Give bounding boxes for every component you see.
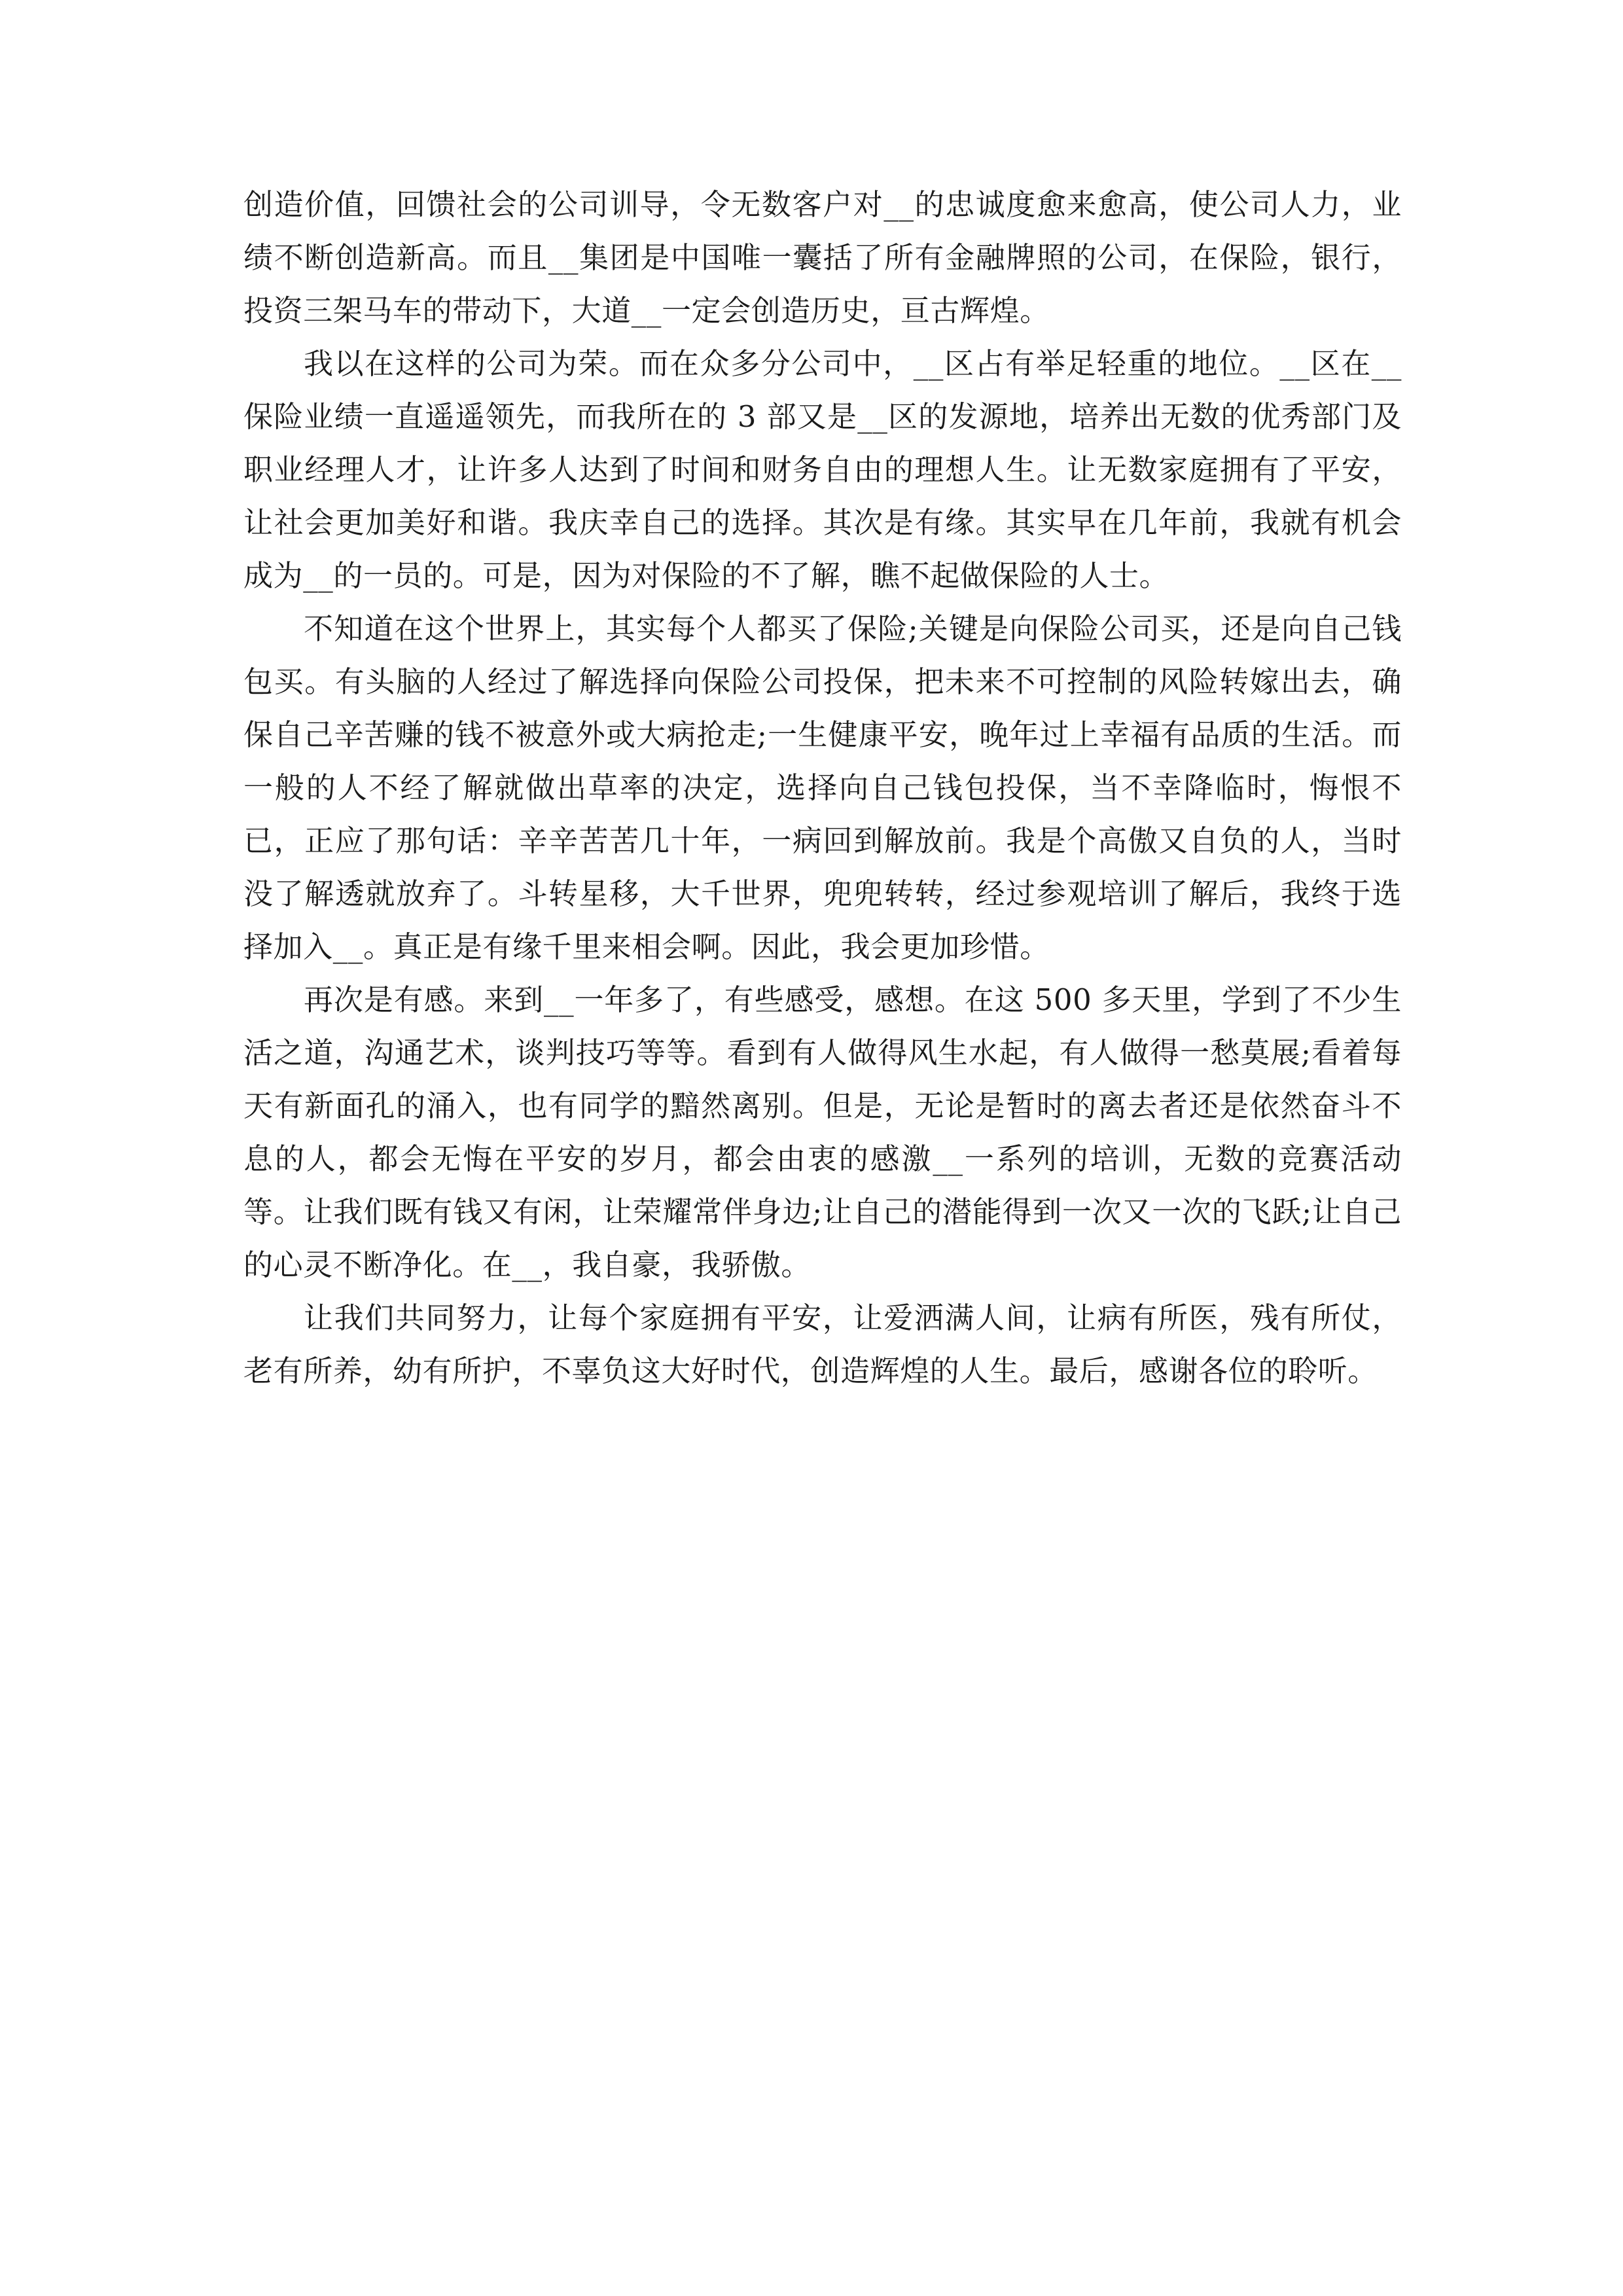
paragraph-1: 创造价值，回馈社会的公司训导，令无数客户对__的忠诚度愈来愈高，使公司人力，业绩不断创造新高。而且__集团是中国唯一囊括了所有金融牌照的公司，在保险，银行，投资三架马车的带动下，大道__一定会创造历史，亘古辉煌。: [243, 187, 1402, 328]
paragraph-4: 再次是有感。来到__一年多了，有些感受，感想。在这 500 多天里，学到了不少生活之道，沟通艺术，谈判技巧等等。看到有人做得风生水起，有人做得一愁莫展;看着每天有新面孔的涌入，也有同学的黯然离别。但是，无论是暂时的离去者还是依然奋斗不息的人，都会无悔在平安的岁月，都会由衷的感激__一系列的培训，无数的竞赛活动等。让我们既有钱又有闲，让荣耀常伴身边;让自己的潜能得到一次又一次的飞跃;让自己的心灵不断净化。在__，我自豪，我骄傲。: [243, 982, 1402, 1282]
paragraph-2: 我以在这样的公司为荣。而在众多分公司中，__区占有举足轻重的地位。__区在__保险业绩一直遥遥领先，而我所在的 3 部又是__区的发源地，培养出无数的优秀部门及职业经理人才，让许多人达到了时间和财务自由的理想人生。让无数家庭拥有了平安，让社会更加美好和谐。我庆幸自己的选择。其次是有缘。其实早在几年前，我就有机会成为__的一员的。可是，因为对保险的不了解，瞧不起做保险的人士。: [243, 346, 1402, 593]
paragraph-5: 让我们共同努力，让每个家庭拥有平安，让爱洒满人间，让病有所医，残有所仗，老有所养，幼有所护，不辜负这大好时代，创造辉煌的人生。最后，感谢各位的聆听。: [243, 1300, 1402, 1388]
document-body: [243, 178, 1402, 1397]
paragraph-3: 不知道在这个世界上，其实每个人都买了保险;关键是向保险公司买，还是向自己钱包买。有头脑的人经过了解选择向保险公司投保，把未来不可控制的风险转嫁出去，确保自己辛苦赚的钱不被意外或大病抢走;一生健康平安，晚年过上幸福有品质的生活。而一般的人不经了解就做出草率的决定，选择向自己钱包投保，当不幸降临时，悔恨不已，正应了那句话：辛辛苦苦几十年，一病回到解放前。我是个高傲又自负的人，当时没了解透就放弃了。斗转星移，大千世界，兜兜转转，经过参观培训了解后，我终于选择加入__。真正是有缘千里来相会啊。因此，我会更加珍惜。: [243, 611, 1402, 964]
